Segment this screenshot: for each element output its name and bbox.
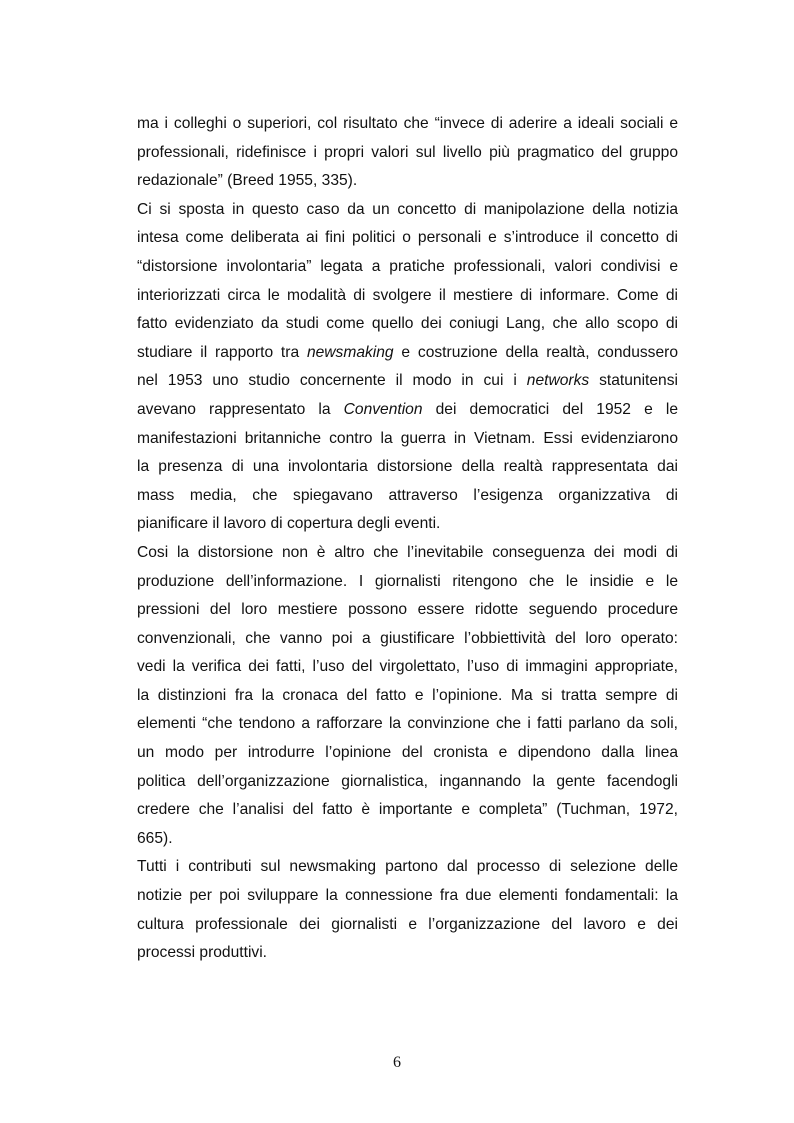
text-line [137, 739, 678, 768]
italic-term: networks [526, 372, 590, 390]
text-run: fatto evidenziato da studi come quello dei coniugi Lang, che allo scopo di [137, 315, 678, 333]
text-run: elementi “che tendono a rafforzare la convinzione che i fatti parlano da soli, [137, 715, 678, 733]
text-line [137, 825, 678, 854]
text-run: nel 1953 uno studio concernente il modo in cui i [137, 372, 527, 390]
text-run: cultura professionale dei giornalisti e l’organizzazione del lavoro e dei [137, 915, 678, 933]
text-run: processi produttivi. [137, 944, 268, 962]
text-line [137, 539, 678, 568]
text-run: redazionale” (Breed 1955, 335). [137, 172, 358, 190]
text-line [137, 396, 678, 425]
text-run: la presenza di una involontaria distorsione della realtà rappresentata dai [137, 458, 678, 476]
text-run: Cosi la distorsione non è altro che l’inevitabile conseguenza dei modi di [137, 543, 678, 561]
text-line [137, 653, 678, 682]
text-run: mass media, che spiegavano attraverso l’esigenza organizzativa di [137, 486, 678, 504]
text-line [137, 367, 678, 396]
text-run: manifestazioni britanniche contro la guerra in Vietnam. Essi evidenziarono [137, 429, 678, 447]
text-line [137, 682, 678, 711]
text-run: e costruzione della realtà, condussero [393, 343, 678, 361]
text-run: politica dell’organizzazione giornalistica, ingannando la gente facendogli [137, 772, 678, 790]
text-run: produzione dell’informazione. I giornalisti ritengono che le insidie e le [137, 572, 678, 590]
text-run: pressioni del loro mestiere possono essere ridotte seguendo procedure [137, 601, 678, 619]
text-run: avevano rappresentato la [137, 400, 344, 418]
text-line [137, 196, 678, 225]
text-line [137, 939, 678, 968]
text-line [137, 596, 678, 625]
text-line [137, 796, 678, 825]
text-line [137, 253, 678, 282]
text-line [137, 310, 678, 339]
text-line [137, 510, 678, 539]
text-run: Tutti i contributi sul newsmaking partono dal processo di selezione delle [137, 858, 678, 876]
text-line [137, 453, 678, 482]
text-line [137, 568, 678, 597]
italic-term: newsmaking [306, 343, 394, 361]
text-run: professionali, ridefinisce i propri valori sul livello più pragmatico del gruppo [137, 143, 678, 161]
text-line [137, 625, 678, 654]
text-run: convenzionali, che vanno poi a giustificare l’obbiettività del loro operato: [137, 629, 678, 647]
page-number: 6 [393, 1054, 401, 1071]
text-line [137, 139, 678, 168]
italic-term: Convention [343, 400, 423, 418]
text-run: 665). [137, 829, 173, 847]
text-line [137, 911, 678, 940]
text-run: vedi la verifica dei fatti, l’uso del virgolettato, l’uso di immagini appropriate, [137, 658, 678, 676]
text-run: intesa come deliberata ai fini politici o personali e s’introduce il concetto di [137, 229, 678, 247]
text-line [137, 110, 678, 139]
text-run: studiare il rapporto tra [137, 343, 307, 361]
text-run: la distinzioni fra la cronaca del fatto e l’opinione. Ma si tratta sempre di [137, 686, 678, 704]
text-run: dei democratici del 1952 e le [422, 400, 678, 418]
text-run: pianificare il lavoro di copertura degli eventi. [137, 515, 441, 533]
text-run: Ci si sposta in questo caso da un concetto di manipolazione della notizia [137, 200, 678, 218]
text-run: statunitensi [589, 372, 678, 390]
text-line [137, 425, 678, 454]
text-run: ma i colleghi o superiori, col risultato che “invece di aderire a ideali sociali e [137, 115, 678, 132]
text-run: interiorizzati circa le modalità di svolgere il mestiere di informare. Come di [137, 286, 678, 304]
body-text [137, 110, 678, 968]
text-line [137, 339, 678, 368]
text-run: “distorsione involontaria” legata a pratiche professionali, valori condivisi e [137, 257, 678, 275]
text-line [137, 882, 678, 911]
text-run: credere che l’analisi del fatto è importante e completa” (Tuchman, 1972, [137, 801, 678, 819]
text-line [137, 224, 678, 253]
text-run: notizie per poi sviluppare la connessione fra due elementi fondamentali: la [137, 887, 678, 905]
text-line [137, 710, 678, 739]
text-run: un modo per introdurre l’opinione del cronista e dipendono dalla linea [137, 744, 678, 762]
text-line [137, 768, 678, 797]
text-line [137, 282, 678, 311]
text-line [137, 853, 678, 882]
text-line [137, 482, 678, 511]
text-line [137, 167, 678, 196]
